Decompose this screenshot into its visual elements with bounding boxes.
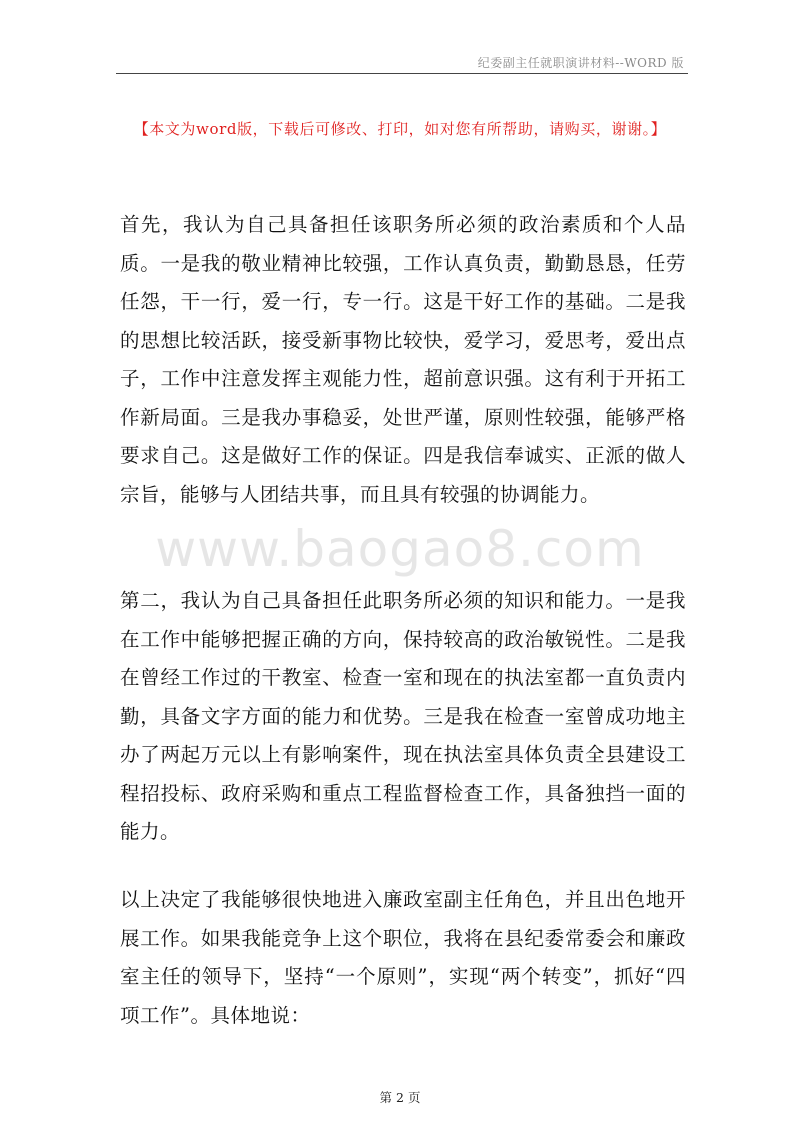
header-divider: [116, 73, 688, 74]
purchase-notice: 【本文为word版，下载后可修改、打印，如对您有所帮助，请购买，谢谢。】: [133, 120, 667, 138]
paragraph-knowledge-ability: 第二，我认为自己具备担任此职务所必须的知识和能力。一是我在工作中能够把握正确的方向，保持较高的政治敏锐性。二是我在曾经工作过的干教室、检查一室和现在的执法室都一直负责内勤，具备文字方面的能力和优势。三是我在检查一室曾成功地主办了两起万元以上有影响案件，现在执法室具体负责全县建设工程招投标、政府采购和重点工程监督检查工作，具备独挡一面的能力。: [120, 589, 686, 843]
paragraph-political-quality: 首先，我认为自己具备担任该职务所必须的政治素质和个人品质。一是我的敬业精神比较强，工作认真负责，勤勤恳恳，任劳任怨，干一行，爱一行，专一行。这是干好工作的基础。二是我的思想比较活跃，接受新事物比较快，爱学习，爱思考，爱出点子，工作中注意发挥主观能力性，超前意识强。这有利于开拓工作新局面。三是我办事稳妥，处世严谨，原则性较强，能够严格要求自己。这是做好工作的保证。四是我信奉诚实、正派的做人宗旨，能够与人团结共事，而且具有较强的协调能力。: [120, 213, 686, 506]
page-number: 第 2 页: [379, 1090, 421, 1105]
paragraph-conclusion: 以上决定了我能够很快地进入廉政室副主任角色，并且出色地开展工作。如果我能竞争上这个职位，我将在县纪委常委会和廉政室主任的领导下，坚持“一个原则”，实现“两个转变”，抓好“四项工作”。具体地说：: [120, 888, 686, 1027]
running-header: 纪委副主任就职演讲材料--WORD 版: [477, 56, 684, 70]
watermark: www.baogao8.com: [155, 520, 645, 578]
